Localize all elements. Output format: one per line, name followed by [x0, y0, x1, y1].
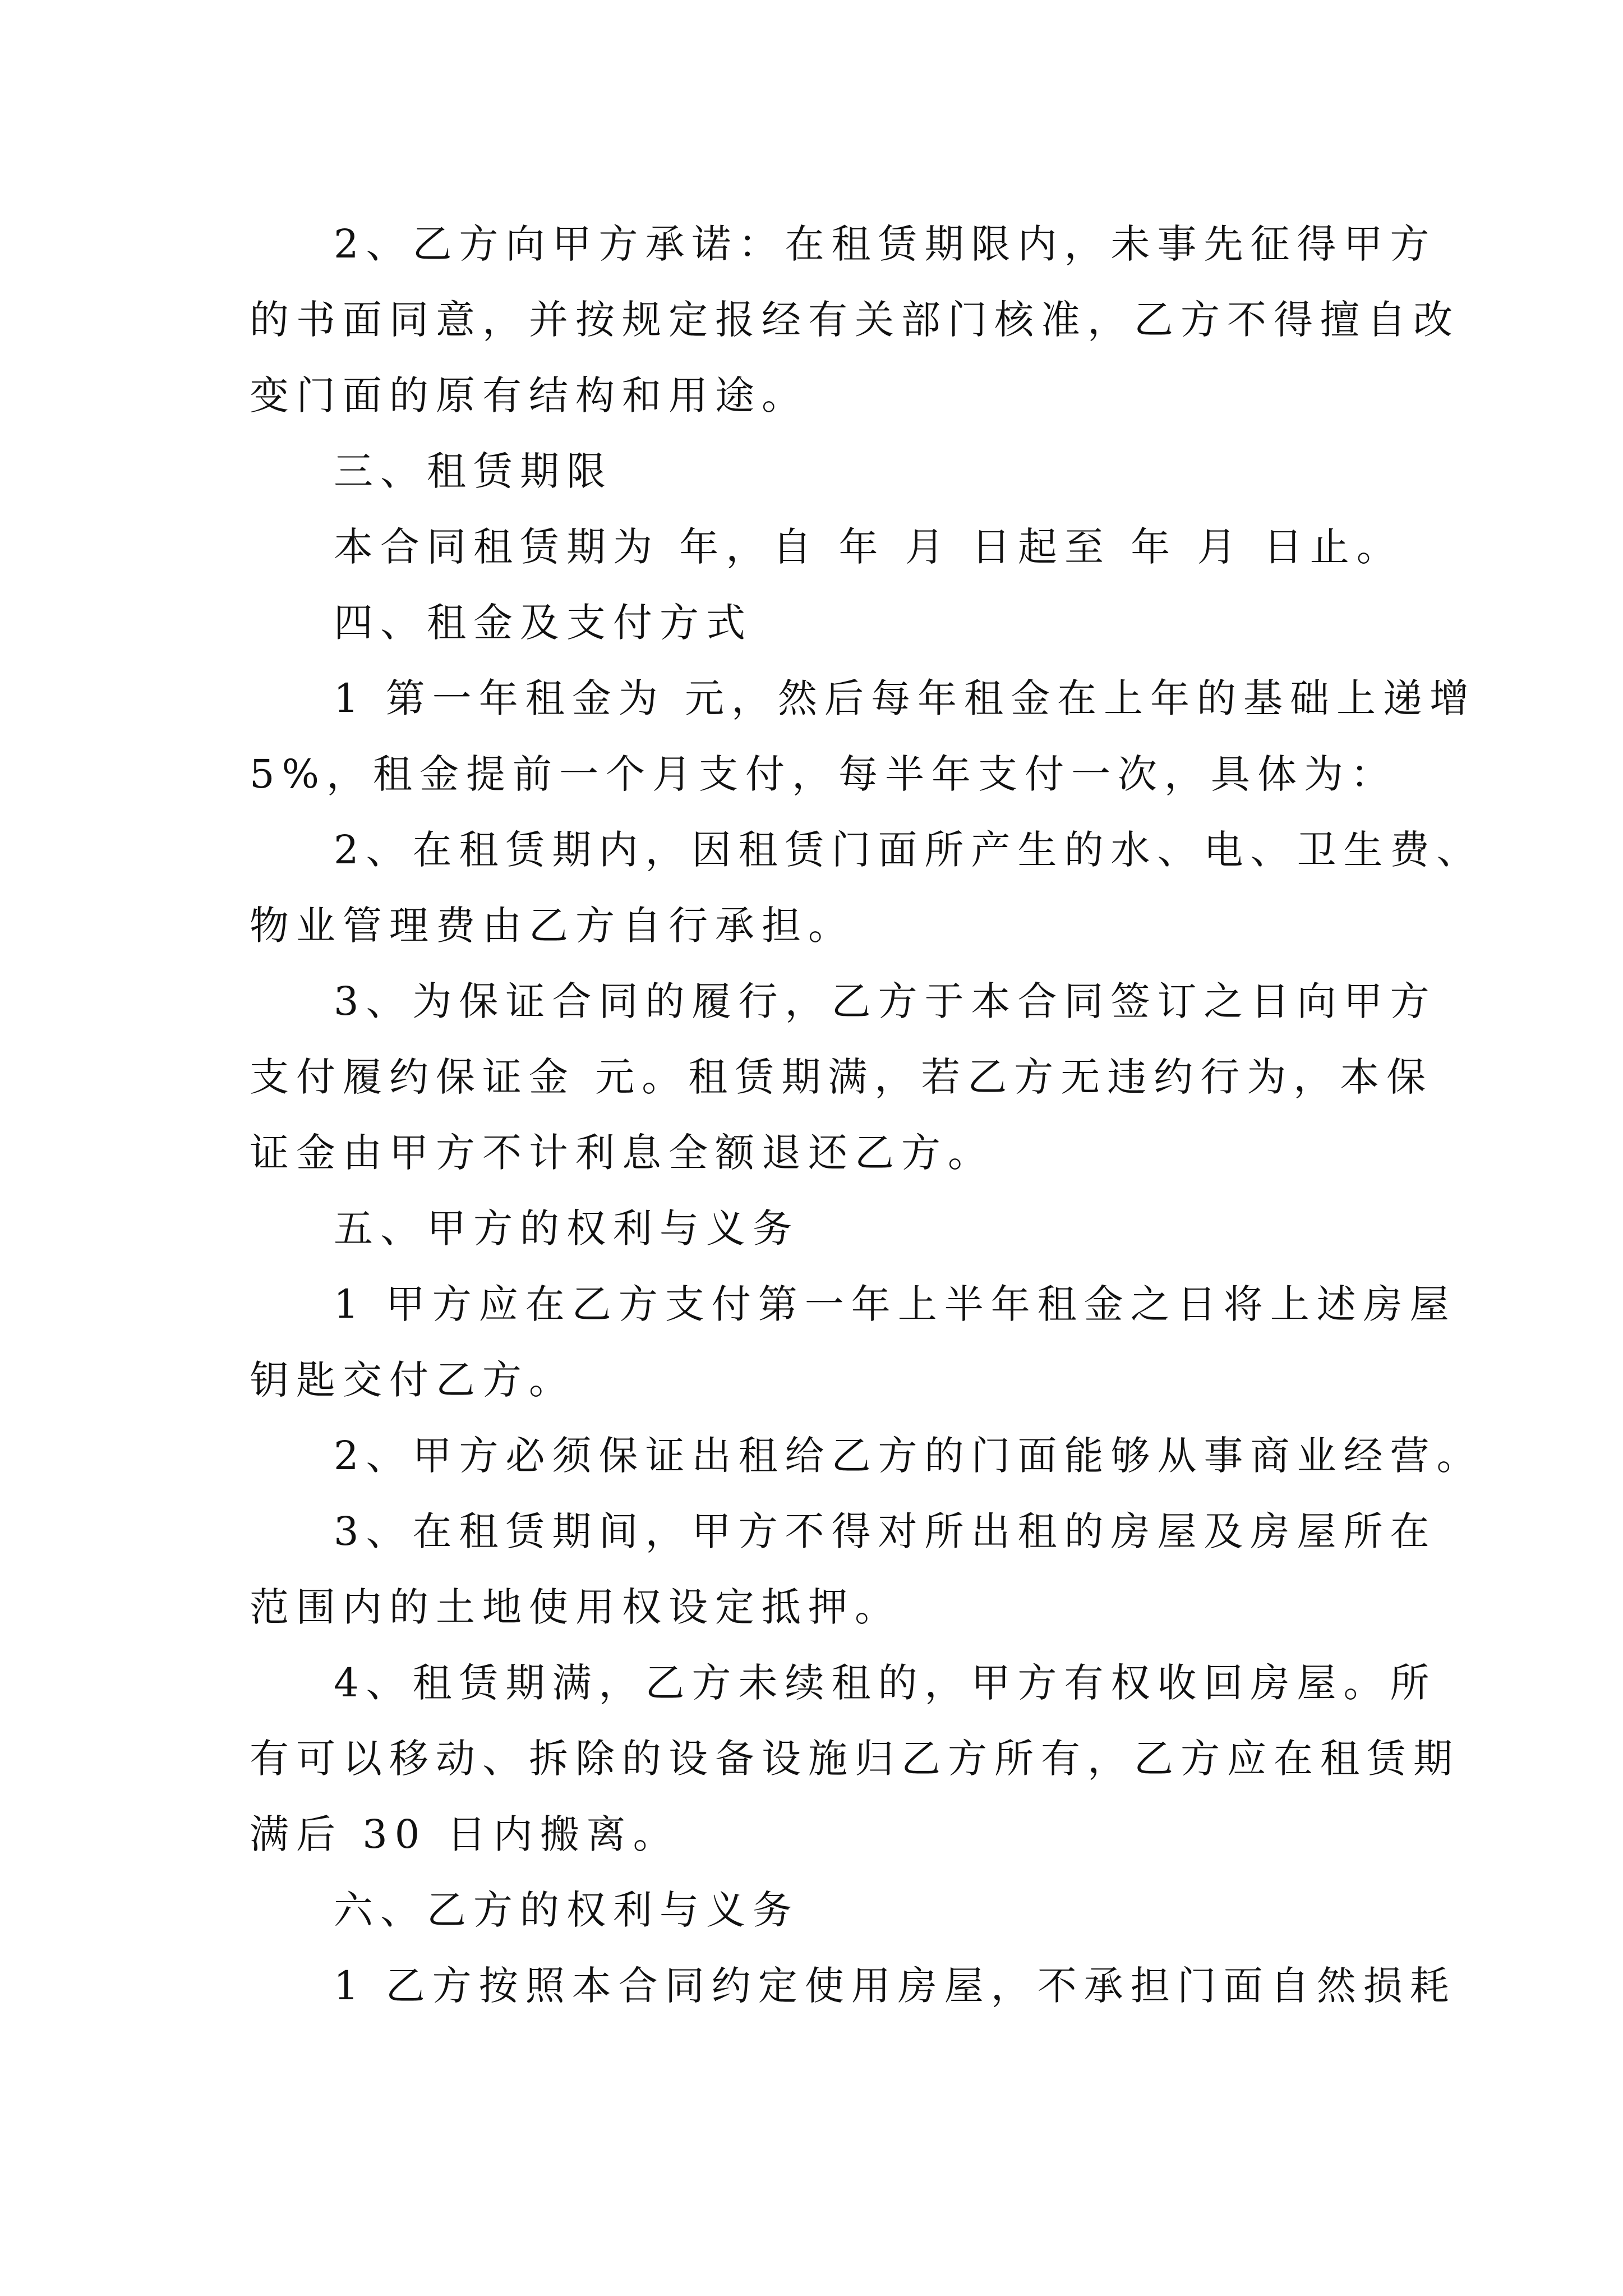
text-line: 4、租赁期满，乙方未续租的，甲方有权收回房屋。所: [334, 1660, 1437, 1706]
text-line: 5%，租金提前一个月支付，每半年支付一次，具体为：: [250, 751, 1398, 797]
text-line: 3、在租赁期间，甲方不得对所出租的房屋及房屋所在: [334, 1508, 1437, 1554]
text-line: 范围内的土地使用权设定抵押。: [250, 1584, 901, 1630]
section-heading: 三、租赁期限: [334, 448, 613, 494]
text-line: 的书面同意，并按规定报经有关部门核准，乙方不得擅自改: [250, 297, 1460, 343]
text-line: 支付履约保证金 元。租赁期满，若乙方无违约行为，本保: [250, 1054, 1433, 1100]
text-line: 物业管理费由乙方自行承担。: [250, 903, 855, 949]
section-heading: 五、甲方的权利与义务: [334, 1205, 799, 1251]
text-line: 变门面的原有结构和用途。: [250, 372, 808, 418]
text-line: 有可以移动、拆除的设备设施归乙方所有，乙方应在租赁期: [250, 1736, 1460, 1782]
section-heading: 六、乙方的权利与义务: [334, 1887, 799, 1933]
section-heading: 四、租金及支付方式: [334, 600, 753, 646]
text-line: 证金由甲方不计利息全额退还乙方。: [250, 1130, 994, 1176]
text-line: 2、甲方必须保证出租给乙方的门面能够从事商业经营。: [334, 1433, 1483, 1479]
text-line: 1 甲方应在乙方支付第一年上半年租金之日将上述房屋: [334, 1281, 1456, 1327]
text-line: 3、为保证合同的履行，乙方于本合同签订之日向甲方: [334, 978, 1437, 1024]
text-line: 满后 30 日内搬离。: [250, 1811, 680, 1857]
text-line: 钥匙交付乙方。: [250, 1357, 575, 1403]
text-line: 2、在租赁期内，因租赁门面所产生的水、电、卫生费、: [334, 827, 1483, 873]
text-line: 1 第一年租金为 元，然后每年租金在上年的基础上递增: [334, 675, 1477, 721]
text-line: 1 乙方按照本合同约定使用房屋，不承担门面自然损耗: [334, 1963, 1456, 2009]
text-line: 2、乙方向甲方承诺：在租赁期限内，未事先征得甲方: [334, 221, 1437, 267]
text-line: 本合同租赁期为 年，自 年 月 日起至 年 月 日止。: [334, 524, 1403, 570]
